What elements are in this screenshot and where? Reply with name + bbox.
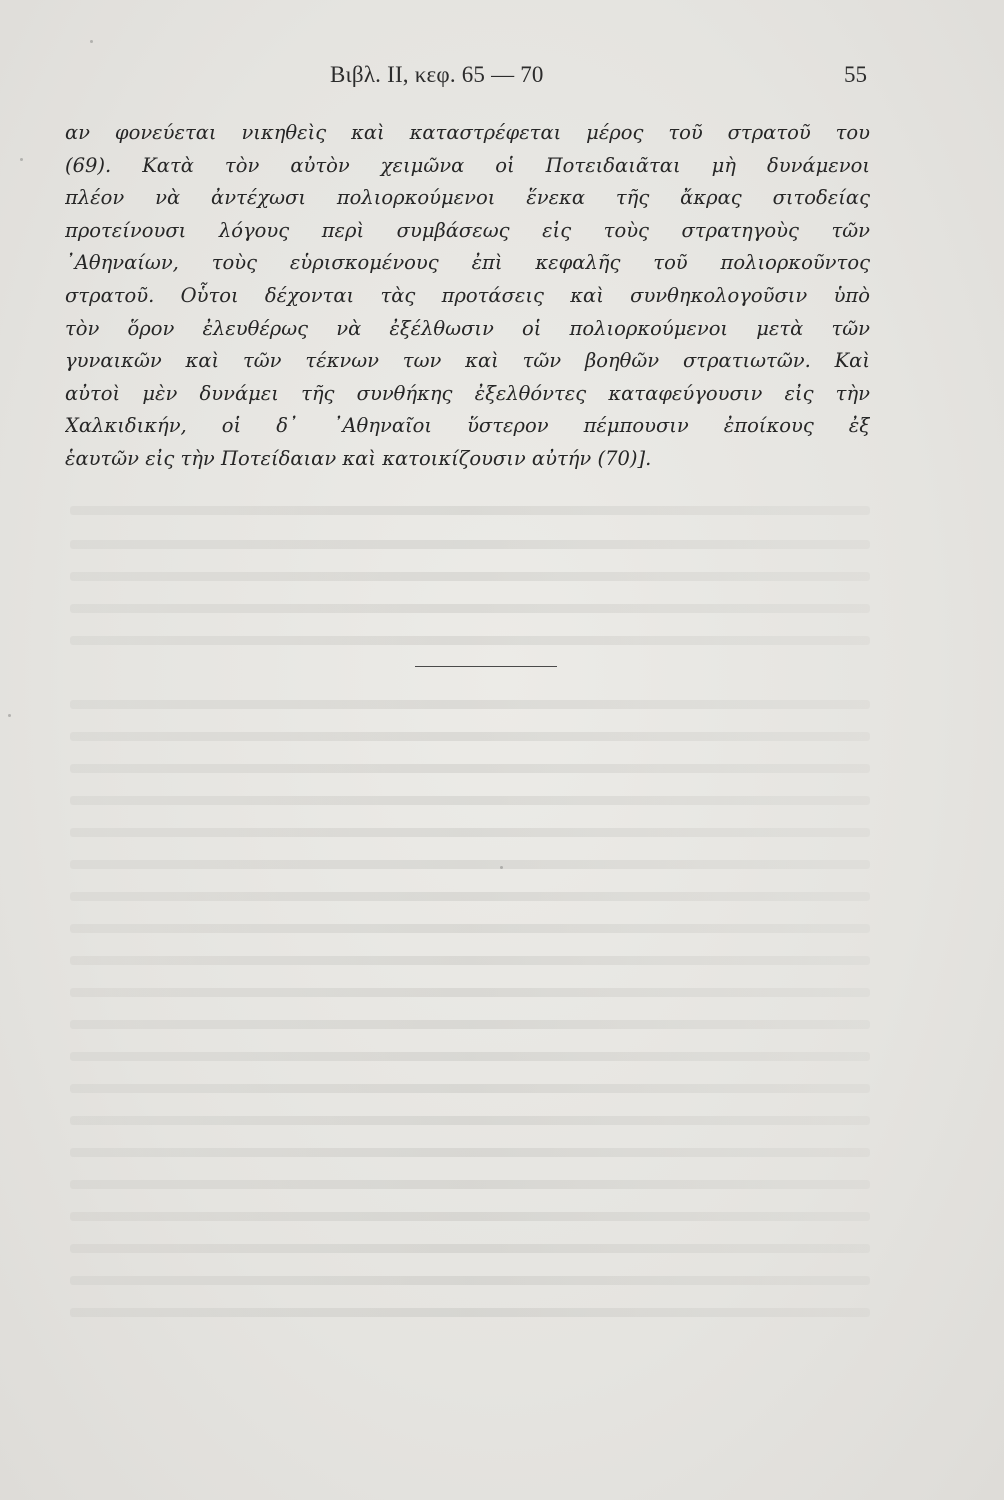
- bleed-through-mark: [70, 636, 870, 645]
- text-line: (69). Κατὰ τὸν αὐτὸν χειμῶνα οἱ Ποτειδαιᾶται μὴ δυνάμενοι: [65, 153, 870, 177]
- text-line: ἑαυτῶν εἰς τὴν Ποτείδαιαν καὶ κατοικίζουσιν αὐτήν (70)].: [65, 446, 652, 470]
- text-line: τὸν ὅρον ἐλευθέρως νὰ ἐξέλθωσιν οἱ πολιορκούμενοι μετὰ τῶν: [65, 316, 870, 340]
- paper-speck: [8, 714, 11, 717]
- bleed-through-mark: [70, 924, 870, 933]
- bleed-through-mark: [70, 540, 870, 549]
- bleed-through-mark: [70, 956, 870, 965]
- bleed-through-mark: [70, 796, 870, 805]
- page-number: 55: [844, 62, 867, 87]
- bleed-through-mark: [70, 1180, 870, 1189]
- body-paragraph: [65, 117, 870, 476]
- paper-speck: [500, 866, 503, 869]
- bleed-through-mark: [70, 860, 870, 869]
- bleed-through-mark: [70, 1244, 870, 1253]
- running-header: [0, 62, 1004, 92]
- text-line: αὐτοὶ μὲν δυνάμει τῆς συνθήκης ἐξελθόντες καταφεύγουσιν εἰς τὴν: [65, 381, 870, 405]
- paper-speck: [20, 158, 23, 161]
- bleed-through-mark: [70, 988, 870, 997]
- bleed-through-mark: [70, 1052, 870, 1061]
- running-title: Βιβλ. II, κεφ. 65 — 70: [330, 62, 544, 87]
- bleed-through-mark: [70, 1084, 870, 1093]
- bleed-through-mark: [70, 604, 870, 613]
- text-line: προτείνουσι λόγους περὶ συμβάσεως εἰς τοὺς στρατηγοὺς τῶν: [65, 218, 870, 242]
- bleed-through-mark: [70, 1116, 870, 1125]
- bleed-through-mark: [70, 700, 870, 709]
- text-line: γυναικῶν καὶ τῶν τέκνων των καὶ τῶν βοηθῶν στρατιωτῶν. Καὶ: [65, 349, 870, 373]
- text-line: Χαλκιδικήν, οἱ δ᾽ ᾽Αθηναῖοι ὕστερον πέμπουσιν ἐποίκους ἐξ: [65, 414, 870, 438]
- text-line: αν φονεύεται νικηθεὶς καὶ καταστρέφεται μέρος τοῦ στρατοῦ του: [65, 121, 870, 144]
- bleed-through-mark: [70, 1308, 870, 1317]
- bleed-through-mark: [70, 764, 870, 773]
- text-line: ᾽Αθηναίων, τοὺς εὑρισκομένους ἐπὶ κεφαλῆς τοῦ πολιορκοῦντος: [65, 251, 870, 275]
- bleed-through-mark: [70, 892, 870, 901]
- section-divider: [415, 666, 557, 667]
- bleed-through-mark: [70, 732, 870, 741]
- text-line: στρατοῦ. Οὗτοι δέχονται τὰς προτάσεις καὶ συνθηκολογοῦσιν ὑπὸ: [65, 283, 870, 307]
- bleed-through-mark: [70, 1212, 870, 1221]
- text-line: πλέον νὰ ἀντέχωσι πολιορκούμενοι ἕνεκα τῆς ἄκρας σιτοδείας: [65, 186, 870, 210]
- bleed-through-mark: [70, 1020, 870, 1029]
- paper-speck: [90, 40, 93, 43]
- bleed-through-mark: [70, 1148, 870, 1157]
- bleed-through-mark: [70, 572, 870, 581]
- bleed-through-mark: [70, 828, 870, 837]
- bleed-through-mark: [70, 506, 870, 515]
- bleed-through-mark: [70, 1276, 870, 1285]
